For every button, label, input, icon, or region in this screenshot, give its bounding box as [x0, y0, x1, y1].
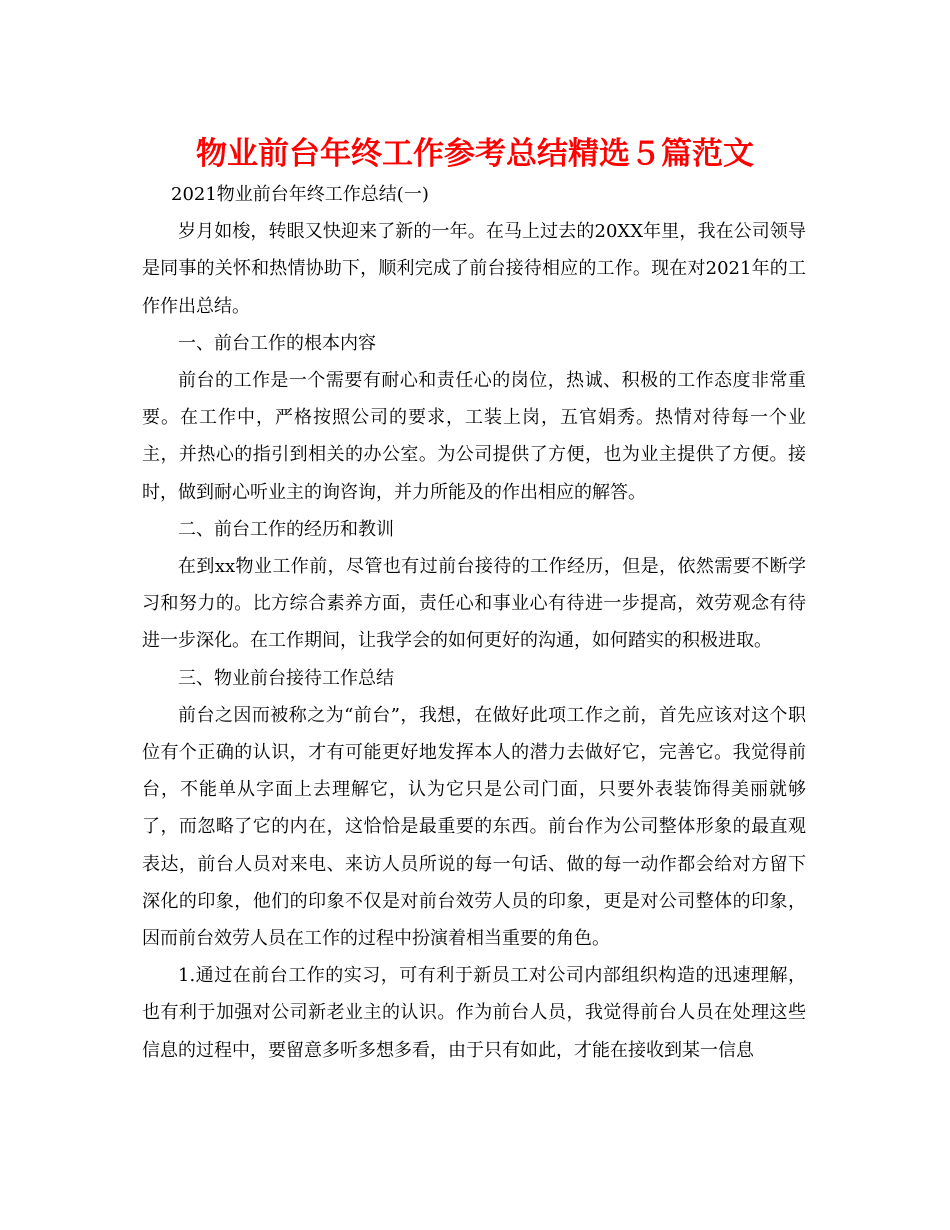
document-title: 物业前台年终工作参考总结精选５篇范文 — [196, 136, 754, 172]
section-heading: 一、前台工作的根本内容 — [178, 332, 376, 354]
section-subtitle: 2021物业前台年终工作总结(一) — [171, 184, 429, 205]
body-paragraph: 前台之因而被称之为“前台”，我想，在做好此项工作之前，首先应该对这个职位有个正确的认识，才有可能更好地发挥本人的潜力去做好它，完善它。我觉得前台，不能单从字面上去理解它，认为它只是公司门面，只要外表装饰得美丽就够了，而忽略了它的内在，这恰恰是最重要的东西。前台作为公司整体形象的最直观表达，前台人员对来电、来访人员所说的每一句话、做的每一动作都会给对方留下深化的印象，他们的印象不仅是对前台效劳人员的印象，更是对公司整体的印象，因而前台效劳人员在工作的过程中扮演着相当重要的角色。 — [142, 704, 806, 950]
body-paragraph: 岁月如梭，转眼又快迎来了新的一年。在马上过去的20XX年里，我在公司领导是同事的关怀和热情协助下，顺利完成了前台接待相应的工作。现在对2021年的工作作出总结。 — [142, 221, 806, 317]
body-paragraph: 在到xx物业工作前，尽管也有过前台接待的工作经历，但是，依然需要不断学习和努力的。比方综合素养方面，责任心和事业心有待进一步提高，效劳观念有待进一步深化。在工作期间，让我学会的如何更好的沟通，如何踏实的积极进取。 — [142, 556, 806, 652]
body-paragraph: 1.通过在前台工作的实习，可有利于新员工对公司内部组织构造的迅速理解，也有利于加强对公司新老业主的认识。作为前台人员，我觉得前台人员在处理这些信息的过程中，要留意多听多想多看，由于只有如此，才能在接收到某一信息 — [142, 965, 806, 1061]
body-paragraph: 前台的工作是一个需要有耐心和责任心的岗位，热诚、积极的工作态度非常重要。在工作中，严格按照公司的要求，工装上岗，五官娟秀。热情对待每一个业主，并热心的指引到相关的办公室。为公司提供了方便，也为业主提供了方便。接时，做到耐心听业主的询咨询，并力所能及的作出相应的解答。 — [142, 370, 806, 503]
section-heading: 三、物业前台接待工作总结 — [178, 667, 394, 689]
document-body — [142, 176, 806, 1069]
section-heading: 二、前台工作的经历和教训 — [178, 518, 394, 540]
